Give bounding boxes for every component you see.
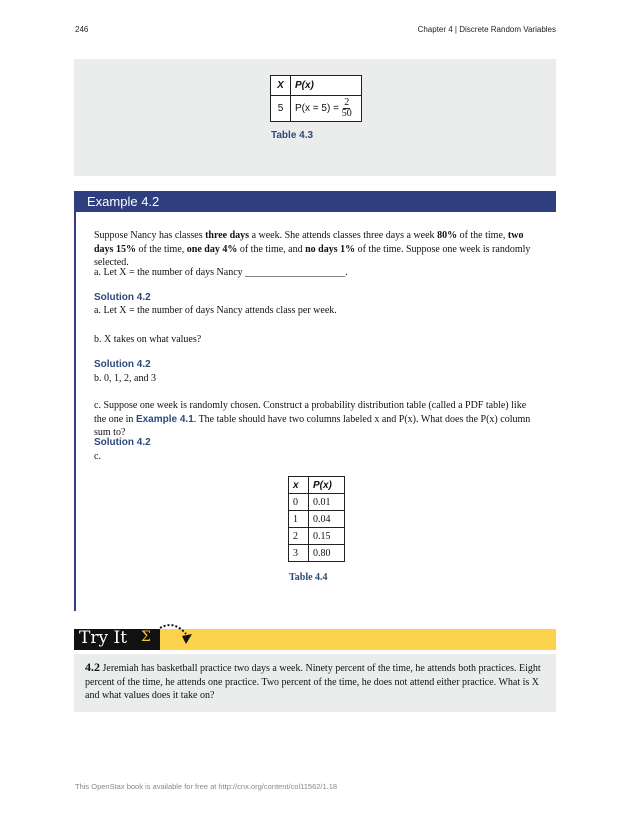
solution-a-heading: Solution 4.2 — [94, 292, 151, 303]
try-it-question: 4.2 Jeremiah has basketball practice two days a week. Ninety percent of the time, he attends both practices. Eight percent of the time, he attends one practice. Two percent of the time, he does not attend either practice. What is X and what values does it take on? — [85, 660, 541, 701]
example-4-1-link[interactable]: Example 4.1 — [135, 413, 194, 425]
table-4-4-cell-px: 0.04 — [309, 511, 345, 528]
solution-b-heading: Solution 4.2 — [94, 359, 151, 370]
table-row — [289, 511, 345, 528]
table-4-4-caption: Table 4.4 — [289, 572, 328, 583]
table-4-4-cell-px: 0.15 — [309, 528, 345, 545]
example-left-rule — [74, 191, 76, 611]
page-number: 246 — [75, 25, 89, 34]
table-4-4-header-x: x — [289, 477, 309, 494]
table-4-4-cell-px: 0.80 — [309, 545, 345, 562]
try-it-bar — [152, 629, 556, 650]
question-a: a. Let X = the number of days Nancy ____________________. — [94, 267, 348, 278]
table-4-3-cell-x: 5 — [271, 96, 291, 122]
footer-note: This OpenStax book is available for free at http://cnx.org/content/col11562/1.18 — [75, 782, 338, 791]
fraction-denominator: 50 — [341, 108, 352, 119]
question-c: c. Suppose one week is randomly chosen. Construct a probability distribution table (called a PDF table) like the one in Example 4.1. The table should have two columns labeled x and P(x). What does the P(x) column sum to? — [94, 400, 531, 438]
solution-c-text: c. — [94, 451, 101, 462]
example-title: Example 4.2 — [87, 194, 160, 209]
example-intro: Suppose Nancy has classes three days a week. She attends classes three days a week 80% of the time, two days 15% of the time, one day 4% of the time, and no days 1% of the time. Suppose one week is randomly selected. — [94, 230, 531, 268]
question-b: b. X takes on what values? — [94, 334, 202, 345]
table-4-4 — [288, 476, 345, 562]
dotted-arrow-icon — [156, 620, 196, 650]
table-4-4-cell-x: 1 — [289, 511, 309, 528]
table-4-3-header-px: P(x) — [291, 76, 362, 96]
table-4-3-caption: Table 4.3 — [271, 130, 314, 141]
try-it-number: 4.2 — [85, 660, 100, 674]
table-row — [289, 545, 345, 562]
table-4-3-px-expression: P(x = 5) = — [295, 103, 339, 115]
solution-c-heading: Solution 4.2 — [94, 437, 151, 448]
table-4-4-header-px: P(x) — [309, 477, 345, 494]
table-row — [289, 528, 345, 545]
solution-a-text: a. Let X = the number of days Nancy attends class per week. — [94, 305, 337, 316]
sigma-icon: Σ — [141, 629, 151, 645]
table-4-3-header-x: X — [271, 76, 291, 96]
table-4-3-cell-px — [291, 96, 362, 122]
table-4-4-cell-px: 0.01 — [309, 494, 345, 511]
chapter-title: Chapter 4 | Discrete Random Variables — [417, 25, 556, 34]
table-4-4-cell-x: 3 — [289, 545, 309, 562]
solution-b-text: b. 0, 1, 2, and 3 — [94, 373, 156, 384]
table-4-4-cell-x: 0 — [289, 494, 309, 511]
table-4-3 — [270, 75, 362, 122]
fraction-numerator: 2 — [344, 97, 350, 108]
table-row — [289, 494, 345, 511]
try-it-label: Try It — [79, 628, 128, 648]
fraction — [342, 98, 352, 119]
table-4-4-cell-x: 2 — [289, 528, 309, 545]
